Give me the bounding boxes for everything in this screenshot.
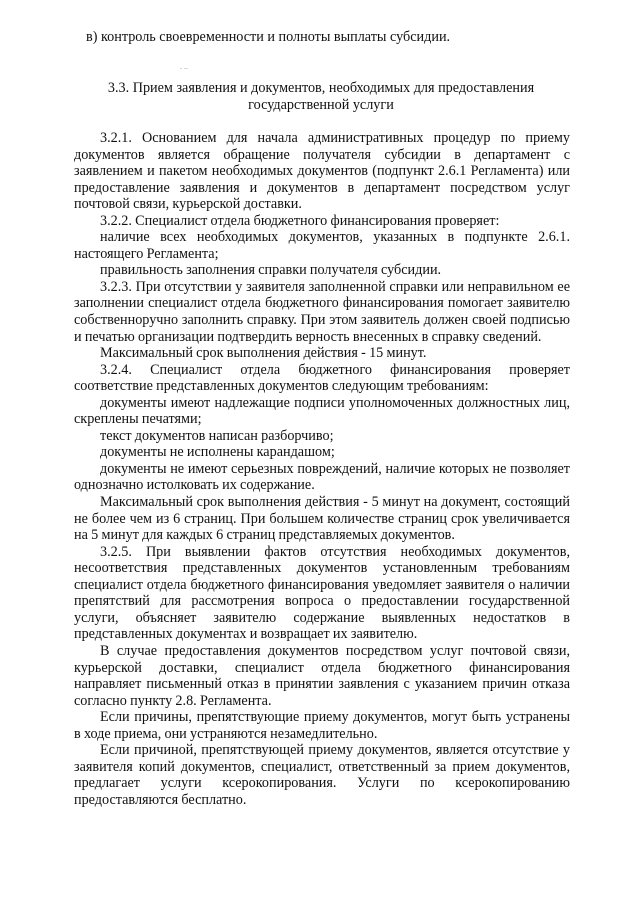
paragraph-3-2-3: 3.2.3. При отсутствии у заявителя заполненной справки или неправильном ее заполнении специалист отдела бюджетного финансирования помогает заявителю собственноручно заполнить справку. При этом заявитель должен своей подписью и печатью организации подтвердить верность внесенных в справку сведений.: [74, 278, 570, 345]
paragraph-3-2-2: 3.2.2. Специалист отдела бюджетного финансирования проверяет:: [100, 212, 500, 229]
paragraph-time-5: Максимальный срок выполнения действия - 5 минут на документ, состоящий не более чем из 6 страниц. При большем количестве страниц срок увеличивается на 5 минут для каждых 6 страниц представляемых документов.: [74, 494, 570, 544]
paragraph-legible: текст документов написан разборчиво;: [100, 427, 334, 444]
section-heading-line-2: государственной услуги: [248, 97, 394, 113]
paragraph-copying: Если причиной, препятствующей приему документов, является отсутствие у заявителя копий документов, специалист, ответственный за прием документов, предлагает услуги ксерокопирования. Услуги по ксерокопированию предоставляются бесплатно.: [74, 742, 570, 808]
paragraph-3-2-1: 3.2.1. Основанием для начала административных процедур по приему документов является обращение получателя субсидии в департамент с заявлением и пакетом необходимых документов (подпункт 2.6.1 Регламента) или предоставление заявления и документов в департамент посредством услуг почтовой связи, курьерской доставки.: [74, 130, 570, 213]
paragraph-postal-refusal: В случае предоставления документов посредством услуг почтовой связи, курьерской доставки, специалист отдела бюджетного финансирования направляет письменный отказ в принятии заявления с указанием причин отказа согласно пункту 2.8. Регламента.: [74, 642, 570, 709]
section-heading: [76, 80, 566, 114]
paragraph-time-15: Максимальный срок выполнения действия - 15 минут.: [100, 345, 427, 362]
paragraph-check-form: правильность заполнения справки получателя субсидии.: [100, 262, 442, 279]
paragraph-3-2-5: 3.2.5. При выявлении фактов отсутствия необходимых документов, несоответствия представленных документов установленным требованиям специалист отдела бюджетного финансирования уведомляет заявителя о наличии препятствий для рассмотрения вопроса о предоставлении государственной услуги, объясняет заявителю содержание выявленных недостатков в представленных документах и возвращает их заявителю.: [74, 543, 570, 643]
paragraph-check-documents: наличие всех необходимых документов, указанных в подпункте 2.6.1. настоящего Регламента;: [74, 229, 570, 262]
scan-speck: . ..: [180, 62, 188, 71]
paragraph-3-2-4: 3.2.4. Специалист отдела бюджетного финансирования проверяет соответствие представленных документов следующим требованиям:: [74, 361, 570, 395]
paragraph-no-damage: документы не имеют серьезных повреждений, наличие которых не позволяет однозначно истолковать их содержание.: [74, 460, 570, 494]
paragraph-no-pencil: документы не исполнены карандашом;: [100, 444, 335, 461]
document-body: [74, 130, 570, 808]
paragraph-immediate-fix: Если причины, препятствующие приему документов, могут быть устранены в ходе приема, они устраняются незамедлительно.: [74, 709, 570, 742]
paragraph-signatures: документы имеют надлежащие подписи уполномоченных должностных лиц, скреплены печатями;: [74, 394, 570, 428]
subsidy-control-line: в) контроль своевременности и полноты выплаты субсидии.: [86, 29, 451, 45]
section-heading-line-1: 3.3. Прием заявления и документов, необходимых для предоставления: [107, 80, 535, 96]
